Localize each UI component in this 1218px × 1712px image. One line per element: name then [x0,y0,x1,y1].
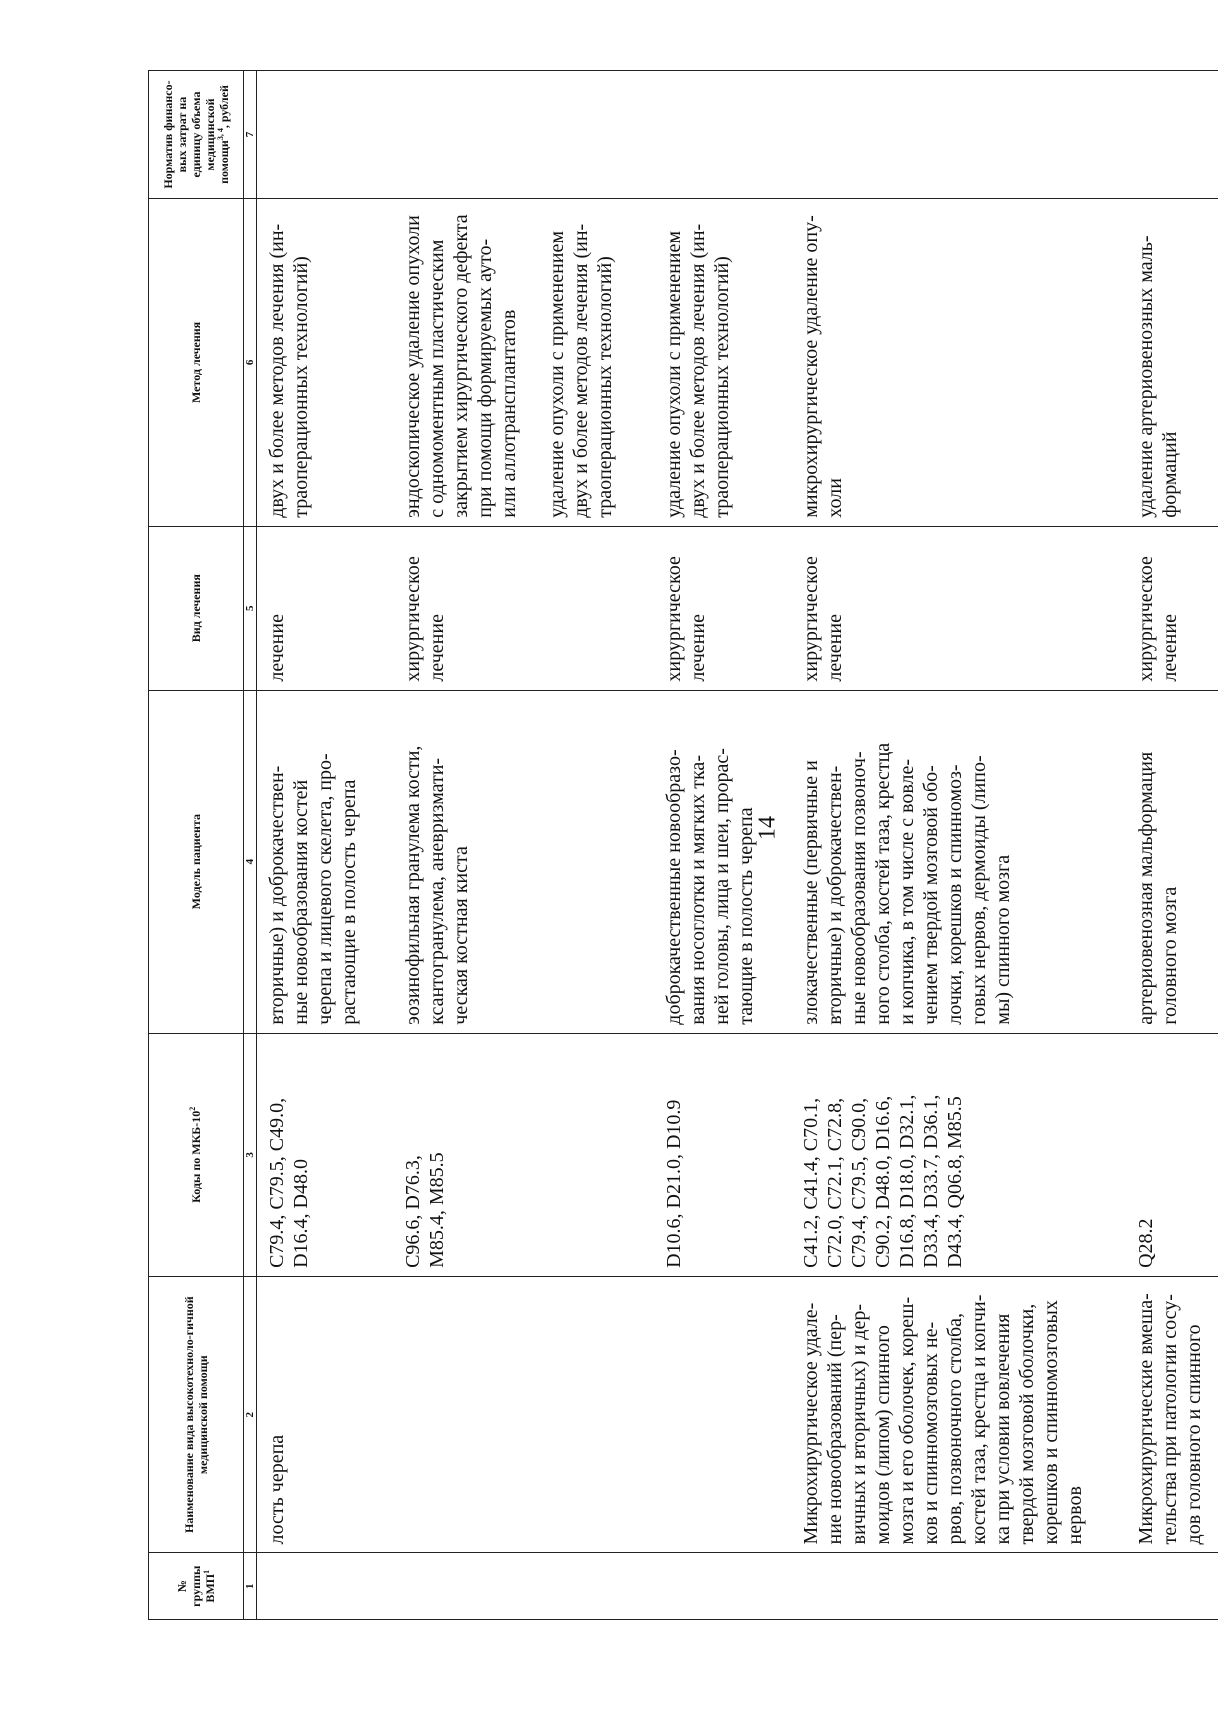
cell-patient-model: вторичные) и доброкачествен- ные новообразования костей черепа и лицевого скелета, про- растающие в полость черепа [257,690,373,1033]
cell-group [257,1553,373,1620]
column-number: 3 [244,1033,257,1276]
cell-treatment-type: хирургическое лечение [373,526,634,690]
cell-treatment-method: микрохирургическое удаление опу- холи [771,199,1107,527]
cell-treatment-method: удаление артериовенозных маль- формаций [1106,199,1218,527]
column-number: 4 [244,690,257,1033]
table-header-row [149,71,244,1620]
cell-icd-codes: C96.6, D76.3, M85.4, M85.5 [373,1033,634,1276]
vmp-table [148,70,1218,1620]
header-patient-model: Модель пациента [149,690,244,1033]
header-group-number: № группы ВМП$^1$ [149,1553,244,1620]
cell-cost [373,71,634,199]
header-icd-codes: Коды по МКБ-$10^2$ [149,1033,244,1276]
cell-care-name: Микрохирургическое удале- ние новообразований (пер- вичных и вторичных) и дер- моидов (липом) спинного мозга и его оболочек, кореш- ков и спинномозговых не- рвов, позвоночного столба, костей таза, крестца и копчи- ка при условии вовлечения твердой мозговой оболочки, корешков и спинномозговых нервов [771,1276,1107,1553]
cell-group [1106,1553,1218,1620]
cell-patient-model: доброкачественные новообразо- вания носоглотки и мягких тка- ней головы, лица и шеи, прорас- тающие в полость черепа [634,690,771,1033]
table-row [373,71,634,1620]
cell-treatment-method: удаление опухоли с применением двух и более методов лечения (ин- траоперационных технологий) [634,199,771,527]
column-number: 5 [244,526,257,690]
cell-care-name: Микрохирургические вмеша- тельства при патологии сосу- дов головного и спинного [1106,1276,1218,1553]
cell-care-name: лость черепа [257,1276,373,1553]
cell-patient-model: злокачественные (первичные и вторичные) и доброкачествен- ные новообразования позвоноч- ного столба, костей таза, крестца и копчика, в том числе с вовле- чением твердой мозговой обо- лочки, корешков и спинномоз- говых нервов, дермоиды (липо- мы) спинного мозга [771,690,1107,1033]
cell-icd-codes: Q28.2 [1106,1033,1218,1276]
cell-treatment-type: хирургическое лечение [1106,526,1218,690]
column-number: 6 [244,199,257,527]
column-number-row [244,71,257,1620]
cell-treatment-type: хирургическое лечение [771,526,1107,690]
header-treatment-type: Вид лечения [149,526,244,690]
cell-icd-codes: C41.2, C41.4, C70.1, C72.0, C72.1, C72.8, C79.4, C79.5, C90.0, C90.2, D48.0, D16.6, D16.8, D18.0, D32.1, D33.4, D33.7, D36.1, D43.4, Q06.8, M85.5 [771,1033,1107,1276]
cell-treatment-method: двух и более методов лечения (ин- траоперационных технологий) [257,199,373,527]
cell-care-name [373,1276,634,1553]
table-row [257,71,373,1620]
column-number: 7 [244,71,257,199]
cell-patient-model: эозинофильная гранулема кости, ксантогранулема, аневризмати- ческая костная киста [373,690,634,1033]
header-cost-standard: Норматив финансо-вых затрат на единицу объема медицинской помощи$^{3, 4}$, рублей [149,71,244,199]
cell-treatment-method: эндоскопическое удаление опухоли с одномоментным пластическим закрытием хирургического дефекта при помощи формируемых ауто- или аллотрансплантатов удаление опухоли с применением двух и более методов лечения (ин- траоперационных технологий) [373,199,634,527]
cell-group [771,1553,1107,1620]
cell-cost [1106,71,1218,199]
cell-patient-model: артериовенозная мальформация головного мозга [1106,690,1218,1033]
cell-cost [257,71,373,199]
table-row [1106,71,1218,1620]
header-treatment-method: Метод лечения [149,199,244,527]
table-row [634,71,771,1620]
cell-cost [634,71,771,199]
cell-care-name [634,1276,771,1553]
cell-group [373,1553,634,1620]
page-number: 14 [754,816,781,840]
column-number: 2 [244,1276,257,1553]
table-row [771,71,1107,1620]
cell-treatment-type: хирургическое лечение [634,526,771,690]
cell-group [634,1553,771,1620]
column-number: 1 [244,1553,257,1620]
cell-icd-codes: C79.4, C79.5, C49.0, D16.4, D48.0 [257,1033,373,1276]
cell-cost [771,71,1107,199]
header-care-type-name: Наименование вида высокотехноло-гичной медицинской помощи [149,1276,244,1553]
cell-treatment-type: лечение [257,526,373,690]
cell-icd-codes: D10.6, D21.0, D10.9 [634,1033,771,1276]
